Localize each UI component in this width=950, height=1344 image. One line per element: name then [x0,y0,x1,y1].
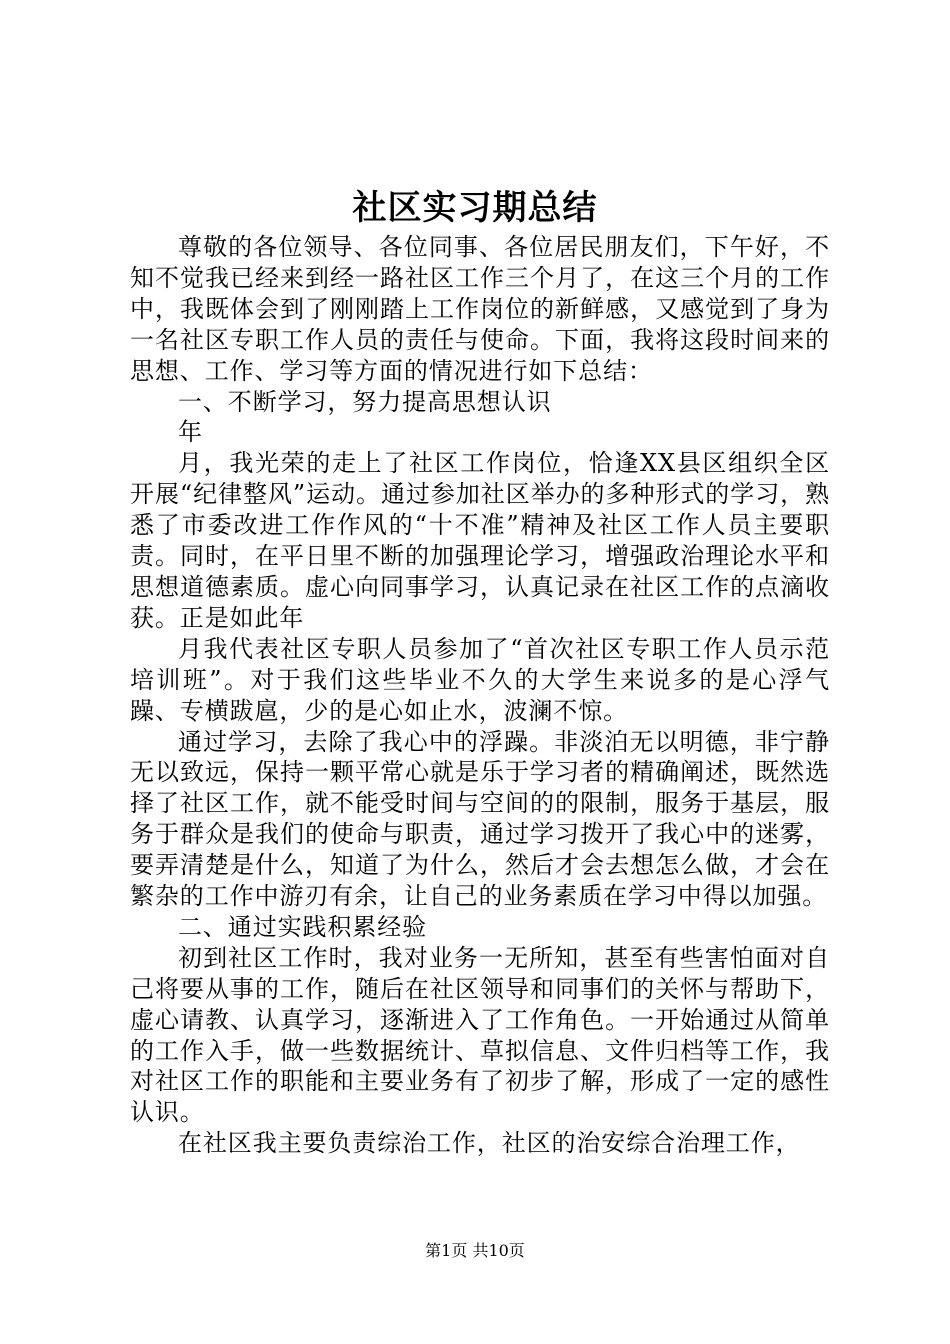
document-title: 社区实习期总结 [352,188,598,228]
paragraph-reflection: 通过学习，去除了我心中的浮躁。非淡泊无以明德，非宁静无以致远，保持一颗平常心就是乐于学习者的精确阐述，既然选择了社区工作，就不能受时间与空间的的限制，服务于基层，服务于群众是我们的使命与职责，通过学习拨开了我心中的迷雾，要弄清楚是什么，知道了为什么，然后才会去想怎么做，才会在繁杂的工作中游刃有余，让自己的业务素质在学习中得以加强。 [130,727,830,911]
section-heading-1: 一、不断学习，努力提高思想认识 [178,387,552,416]
paragraph-year-fragment: 年 [178,418,203,447]
paragraph-greeting: 尊敬的各位领导、各位同事、各位居民朋友们，下午好，不知不觉我已经来到经一路社区工作三个月了，在这三个月的工作中，我既体会到了刚刚踏上工作岗位的新鲜感，又感觉到了身为一名社区专职工作人员的责任与使命。下面，我将这段时间来的思想、工作、学习等方面的情况进行如下总结： [130,233,830,385]
paragraph-practice: 初到社区工作时，我对业务一无所知，甚至有些害怕面对自己将要从事的工作，随后在社区领导和同事们的关怀与帮助下，虚心请教、认真学习，逐渐进入了工作角色。一开始通过从简单的工作入手，做一些数据统计、草拟信息、文件归档等工作，我对社区工作的职能和主要业务有了初步了解，形成了一定的感性认识。 [130,943,830,1127]
section-heading-2: 二、通过实践积累经验 [178,912,427,941]
page-footer: 第1页 共10页 [425,1241,525,1260]
paragraph-duty: 在社区我主要负责综治工作，社区的治安综合治理工作， [178,1129,801,1158]
paragraph-training: 月我代表社区专职人员参加了“首次社区专职工作人员示范培训班”。对于我们这些毕业不久的大学生来说多的是心浮气躁、专横跋扈，少的是心如止水，波澜不惊。 [130,634,830,725]
document-body [130,232,830,1159]
paragraph-study: 月，我光荣的走上了社区工作岗位，恰逢XX县区组织全区开展“纪律整风”运动。通过参加社区举办的多种形式的学习，熟悉了市委改进工作作风的“十不准”精神及社区工作人员主要职责。同时，在平日里不断的加强理论学习，增强政治理论水平和思想道德素质。虚心向同事学习，认真记录在社区工作的点滴收获。正是如此年 [130,449,830,632]
